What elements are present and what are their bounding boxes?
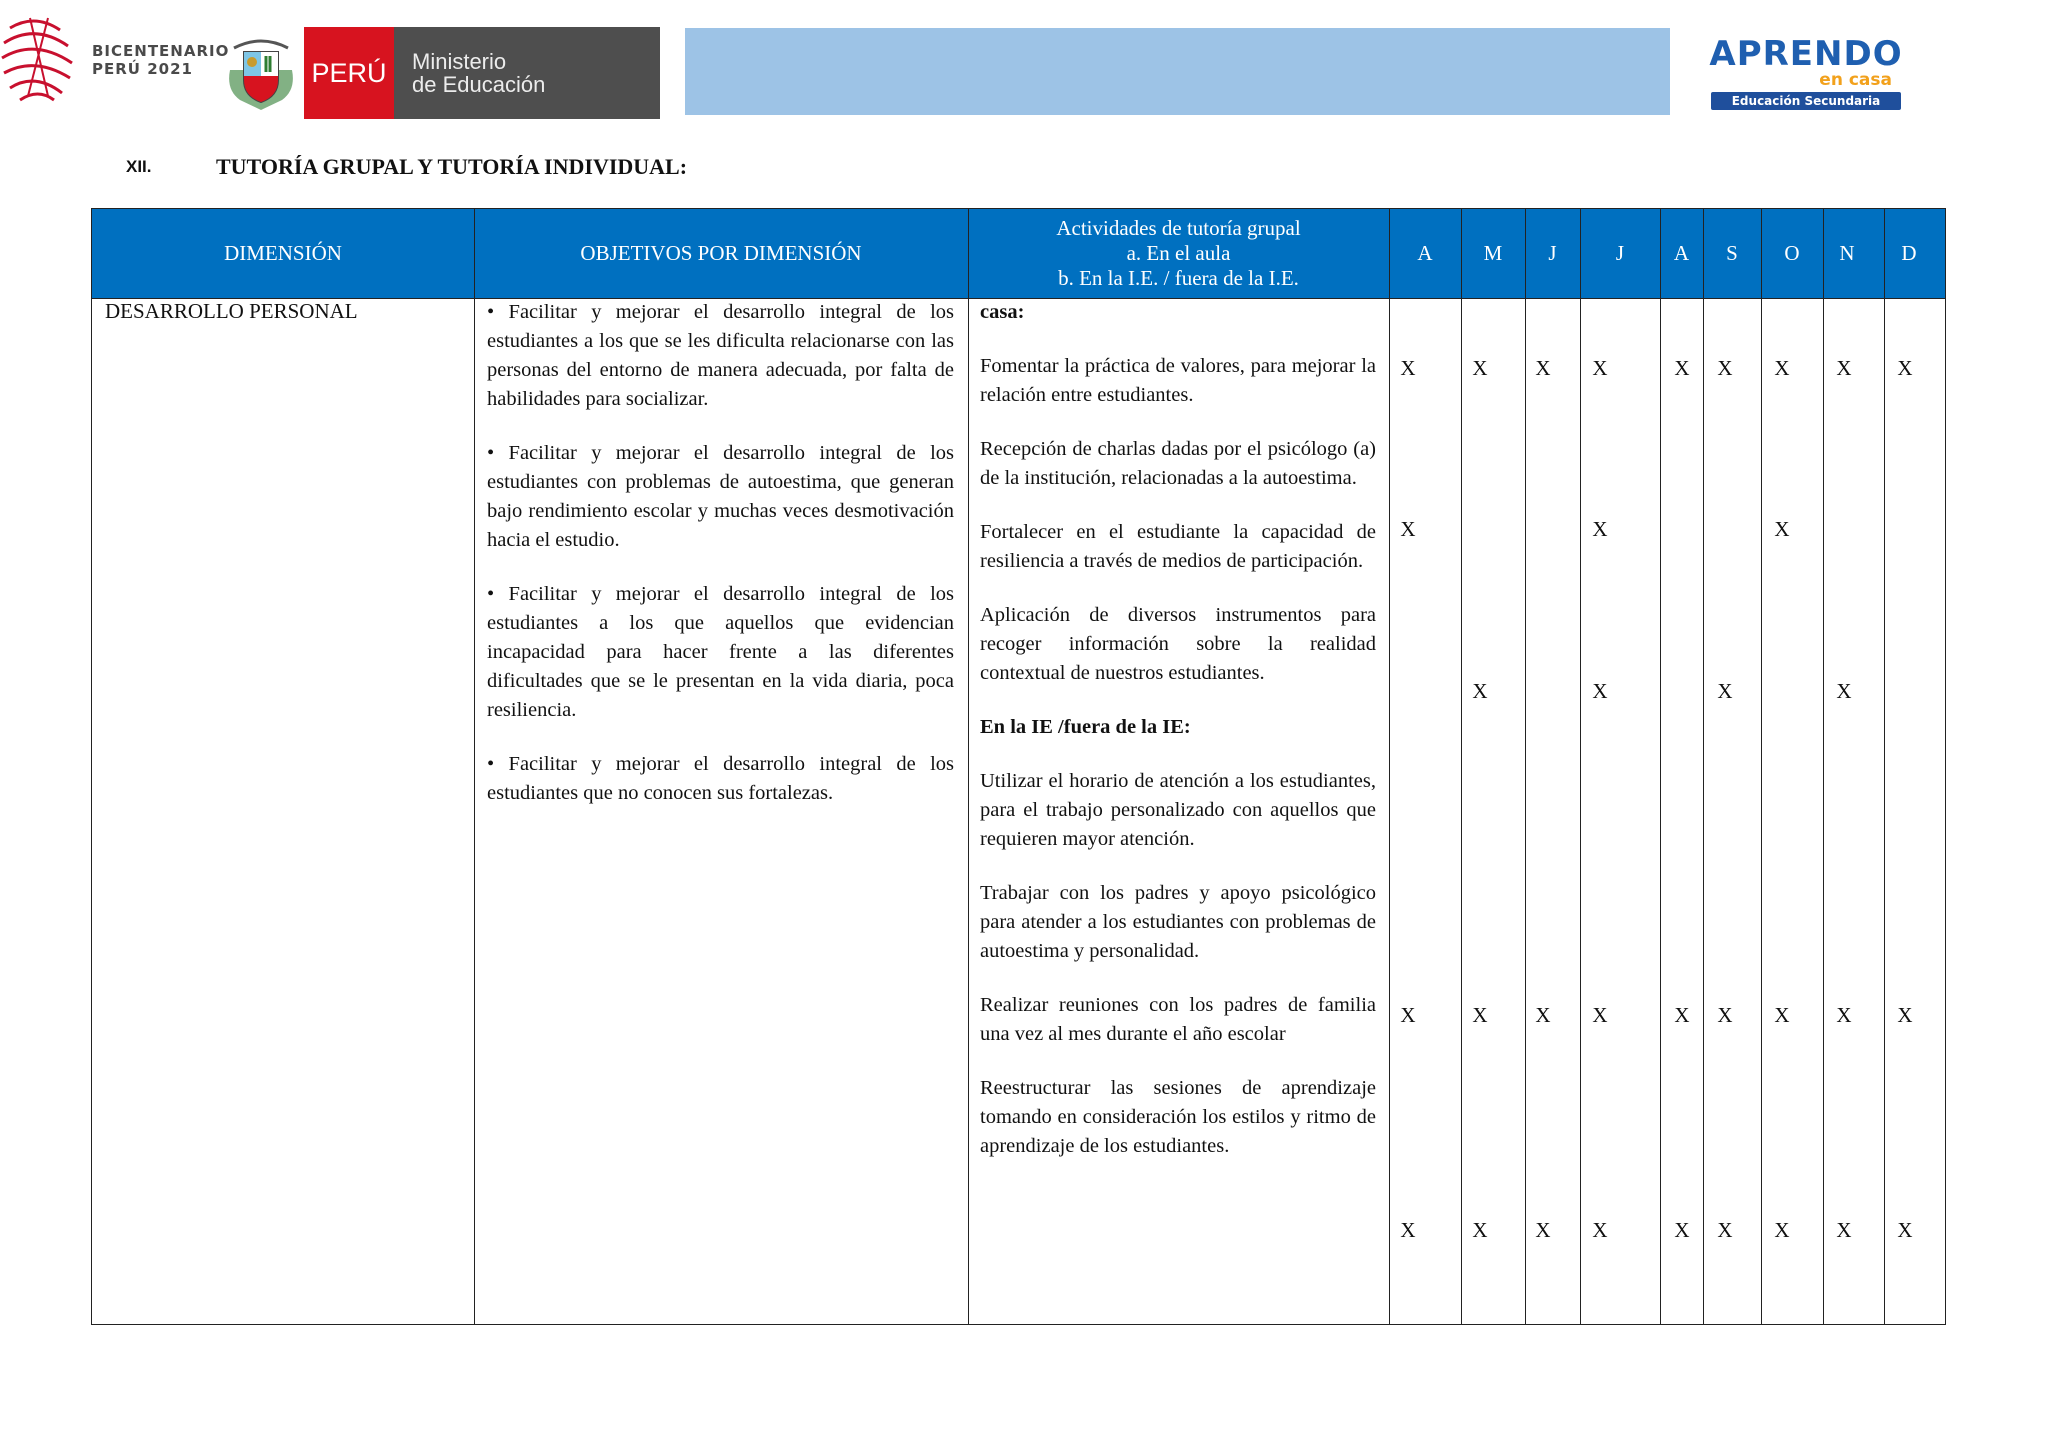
activity-item: Utilizar el horario de atención a los estudiantes, para el trabajo personalizado con aquellos que requieren mayor atención.	[980, 770, 1376, 850]
header-month: O	[1784, 241, 1800, 265]
schedule-mark: X	[1717, 356, 1733, 380]
schedule-mark: X	[1472, 1003, 1488, 1027]
column-divider	[1525, 209, 1526, 1324]
column-divider	[1761, 209, 1762, 1324]
schedule-mark: X	[1774, 1218, 1790, 1242]
header-activities-title: Actividades de tutoría grupal	[1056, 216, 1301, 240]
column-divider	[474, 209, 475, 1324]
column-divider	[1660, 209, 1661, 1324]
column-divider	[968, 209, 969, 1324]
header-banner	[685, 28, 1670, 115]
activities-cell	[980, 298, 1376, 1186]
objectives-cell	[487, 298, 954, 833]
schedule-mark: X	[1897, 356, 1913, 380]
column-divider	[1823, 209, 1824, 1324]
section-number: XII.	[126, 157, 152, 176]
bicentenario-logo-icon	[0, 8, 75, 103]
schedule-mark: X	[1472, 1218, 1488, 1242]
ministry-line-1: Ministerio	[412, 49, 507, 74]
header-month: M	[1483, 241, 1503, 265]
header-month: A	[1673, 241, 1690, 265]
bicentenario-line-1: BICENTENARIO	[92, 42, 230, 60]
column-divider	[1884, 209, 1885, 1324]
objective-item: • Facilitar y mejorar el desarrollo integral de los estudiantes a los que aquellos que evidencian incapacidad para hacer frente a las diferentes dificultades que se le presentan en la vida diaria, poca resiliencia.	[487, 583, 954, 721]
header-month: D	[1901, 241, 1917, 265]
objective-item: • Facilitar y mejorar el desarrollo integral de los estudiantes a los que se les dificulta relacionarse con las personas del entorno de manera adecuada, por falta de habilidades para socializar.	[487, 301, 954, 410]
ministry-line-2: de Educación	[412, 72, 546, 97]
header-activities-option-a: a. En el aula	[1126, 241, 1231, 265]
ministry-brand-block	[394, 27, 660, 119]
header-month: J	[1615, 241, 1625, 265]
schedule-mark: X	[1674, 1003, 1690, 1027]
schedule-mark: X	[1897, 1003, 1913, 1027]
schedule-mark: X	[1592, 679, 1608, 703]
activity-item: Fortalecer en el estudiante la capacidad de resiliencia a través de medios de participación.	[980, 521, 1376, 572]
header-dimension: DIMENSIÓN	[224, 241, 342, 265]
schedule-mark: X	[1472, 356, 1488, 380]
schedule-mark: X	[1717, 679, 1733, 703]
activity-item: Realizar reuniones con los padres de familia una vez al mes durante el año escolar	[980, 994, 1376, 1045]
schedule-mark: X	[1897, 1218, 1913, 1242]
schedule-mark: X	[1836, 1218, 1852, 1242]
bicentenario-text	[92, 42, 229, 78]
schedule-mark: X	[1674, 356, 1690, 380]
section-title: TUTORÍA GRUPAL Y TUTORÍA INDIVIDUAL:	[216, 154, 688, 179]
schedule-mark: X	[1774, 1003, 1790, 1027]
schedule-mark: X	[1717, 1218, 1733, 1242]
header-activities	[968, 209, 1389, 298]
aprendo-en-casa-logo	[1706, 36, 1906, 116]
activity-item: Fomentar la práctica de valores, para mejorar la relación entre estudiantes.	[980, 355, 1376, 406]
activity-item: Reestructurar las sesiones de aprendizaje tomando en consideración los estilos y ritmo de aprendizaje de los estudiantes.	[980, 1077, 1376, 1157]
peru-brand-block	[304, 27, 394, 119]
column-divider	[1389, 209, 1390, 1324]
bicentenario-line-2: PERÚ 2021	[92, 60, 193, 78]
activity-item: Trabajar con los padres y apoyo psicológico para atender a los estudiantes con problemas de autoestima y personalidad.	[980, 882, 1376, 962]
schedule-mark: X	[1774, 356, 1790, 380]
objective-item: • Facilitar y mejorar el desarrollo integral de los estudiantes que no conocen sus fortalezas.	[487, 753, 954, 804]
objective-item: • Facilitar y mejorar el desarrollo integral de los estudiantes con problemas de autoestima, que generan bajo rendimiento escolar y muchas veces desmotivación hacia el estudio.	[487, 442, 954, 551]
column-divider	[1580, 209, 1581, 1324]
peru-label: PERÚ	[311, 57, 387, 88]
schedule-mark: X	[1592, 1218, 1608, 1242]
schedule-mark: X	[1836, 679, 1852, 703]
schedule-mark: X	[1400, 1218, 1416, 1242]
schedule-mark: X	[1836, 1003, 1852, 1027]
activities-ie-heading: En la IE /fuera de la IE:	[980, 716, 1191, 738]
header-activities-option-b: b. En la I.E. / fuera de la I.E.	[1058, 266, 1299, 290]
schedule-mark: X	[1400, 1003, 1416, 1027]
aprendo-sub-text: en casa	[1819, 70, 1892, 90]
activity-item: Recepción de charlas dadas por el psicólogo (a) de la institución, relacionadas a la autoestima.	[980, 438, 1376, 489]
dimension-cell: DESARROLLO PERSONAL	[105, 299, 358, 323]
schedule-mark: X	[1535, 1003, 1551, 1027]
schedule-mark: X	[1592, 1003, 1608, 1027]
schedule-mark: X	[1535, 1218, 1551, 1242]
schedule-mark: X	[1592, 356, 1608, 380]
aprendo-level-bar: Educación Secundaria	[1711, 92, 1901, 110]
header-month: A	[1417, 241, 1433, 265]
schedule-mark: X	[1592, 517, 1608, 541]
aprendo-main-text: APRENDO	[1709, 34, 1903, 74]
header-month: J	[1548, 241, 1557, 265]
schedule-mark: X	[1472, 679, 1488, 703]
schedule-mark: X	[1674, 1218, 1690, 1242]
header-objectives: OBJETIVOS POR DIMENSIÓN	[580, 241, 862, 265]
column-divider	[1703, 209, 1704, 1324]
schedule-mark: X	[1717, 1003, 1733, 1027]
schedule-mark: X	[1774, 517, 1790, 541]
schedule-mark: X	[1836, 356, 1852, 380]
column-divider	[1461, 209, 1462, 1324]
schedule-mark: X	[1535, 356, 1551, 380]
schedule-mark: X	[1400, 517, 1416, 541]
header-month: N	[1839, 241, 1855, 265]
header-month: S	[1726, 241, 1738, 265]
activity-item: Aplicación de diversos instrumentos para recoger información sobre la realidad contextual de nuestros estudiantes.	[980, 604, 1376, 684]
activities-casa-heading: casa:	[980, 301, 1025, 323]
schedule-mark: X	[1400, 356, 1416, 380]
peru-coat-of-arms-icon	[226, 30, 296, 114]
